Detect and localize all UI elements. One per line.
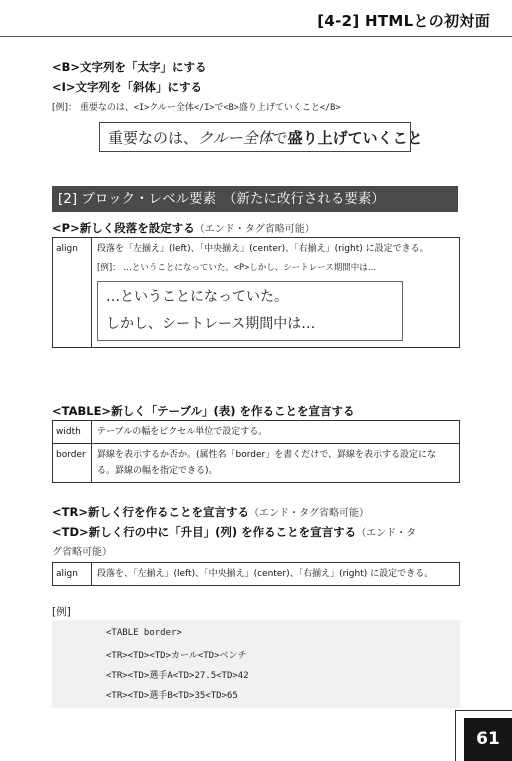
- p-tag-heading: [52, 220, 315, 236]
- example-code: </B>: [319, 103, 341, 113]
- attribute-name: border: [53, 444, 92, 483]
- attribute-name: width: [53, 421, 92, 444]
- tr-tag-heading-title: <TR>新しく行を作ることを宣言する: [52, 505, 249, 519]
- td-tag-heading-title: <TD>新しく行の中に「升目」(列) を作ることを宣言する: [52, 525, 357, 539]
- attribute-description: 罫線を表示するか否か。(属性名「border」を書くだけで、罫線を表示する設定になる。罫線の幅を指定できる)。: [92, 444, 460, 483]
- header-rule: [0, 36, 512, 37]
- code-line: <TR><TD>選手A<TD>27.5<TD>42: [106, 671, 249, 681]
- attribute-name: align: [53, 563, 92, 586]
- paragraph-render-demo: [97, 281, 403, 341]
- bold-tag-heading: <B>文字列を「太字」にする: [52, 60, 207, 74]
- tr-tag-heading-note: （エンド・タグ省略可能）: [248, 508, 369, 519]
- tr-tag-heading: [52, 504, 369, 520]
- code-line: <TR><TD><TD>カール<TD>ベンチ: [106, 651, 247, 661]
- p-example-line: [97, 260, 454, 276]
- table-attribute-table: [52, 420, 460, 483]
- p-tag-heading-note: （エンド・タグ省略可能）: [194, 224, 315, 235]
- example-text: 重要なのは、: [79, 103, 134, 113]
- chapter-header-title: [4-2] HTMLとの初対面: [317, 12, 490, 30]
- table-row: [53, 444, 460, 483]
- table-tag-heading: <TABLE>新しく「テーブル」(表) を作ることを宣言する: [52, 404, 355, 418]
- demo-bold-text: 盛り上げていくこと: [287, 129, 423, 147]
- example-label: [例]: [52, 606, 71, 618]
- code-line: <TABLE border>: [106, 628, 182, 638]
- example-text: 盛り上げていくこと: [238, 103, 320, 113]
- example-code: <B>: [223, 103, 239, 113]
- td-attribute-table: [52, 562, 460, 586]
- code-line: <TR><TD>選手B<TD>35<TD>65: [106, 691, 238, 701]
- demo-line-2: しかし、シートレース期間中は…: [106, 316, 316, 332]
- section-heading-bar: [2] ブロック・レベル要素 （新たに改行される要素）: [52, 186, 458, 212]
- demo-normal-text: で: [272, 129, 288, 147]
- bold-italic-render-demo: [99, 122, 423, 152]
- italic-tag-heading: <I>文字列を「斜体」にする: [52, 80, 203, 94]
- example-text: で: [214, 103, 224, 113]
- example-label: [例]：: [97, 263, 121, 273]
- table-row: [53, 563, 460, 586]
- example-code: <P>: [233, 263, 250, 273]
- p-tag-heading-title: <P>新しく段落を設定する: [52, 221, 195, 235]
- example-text: しかし、シートレース期間中は…: [249, 263, 377, 273]
- example-code: <I>: [133, 103, 150, 113]
- td-tag-heading-continued: [52, 543, 112, 558]
- demo-italic-text: クルー全体: [198, 129, 273, 147]
- example-code: </I>: [194, 103, 215, 113]
- p-attribute-table: [52, 237, 460, 348]
- example-text: クルー全体: [149, 103, 195, 113]
- demo-line-1: …ということになっていた。: [106, 289, 288, 305]
- attribute-description: 段落を、「左揃え」(left)、「中央揃え」(center)、「右揃え」(right) に設定できる。: [92, 563, 460, 586]
- table-row: [53, 421, 460, 444]
- attribute-description: テーブルの幅をピクセル単位で設定する。: [92, 421, 460, 444]
- attribute-description-cell: [92, 238, 460, 348]
- td-tag-heading-note: グ省略可能）: [52, 547, 112, 558]
- table-row: [53, 238, 460, 348]
- td-tag-heading-note: （エンド・タ: [356, 528, 417, 539]
- demo-normal-text: 重要なのは、: [108, 129, 199, 147]
- attribute-description: 段落を「左揃え」(left)、「中央揃え」(center)、「右揃え」(right) に設定できる。: [97, 244, 429, 254]
- bold-italic-example: [52, 100, 340, 113]
- example-label: [例]：: [52, 103, 78, 113]
- example-text: …ということになっていた。: [123, 263, 234, 273]
- attribute-name: align: [53, 238, 92, 348]
- code-example-block: [52, 620, 460, 708]
- page-number: 61: [464, 718, 512, 761]
- td-tag-heading: [52, 524, 416, 540]
